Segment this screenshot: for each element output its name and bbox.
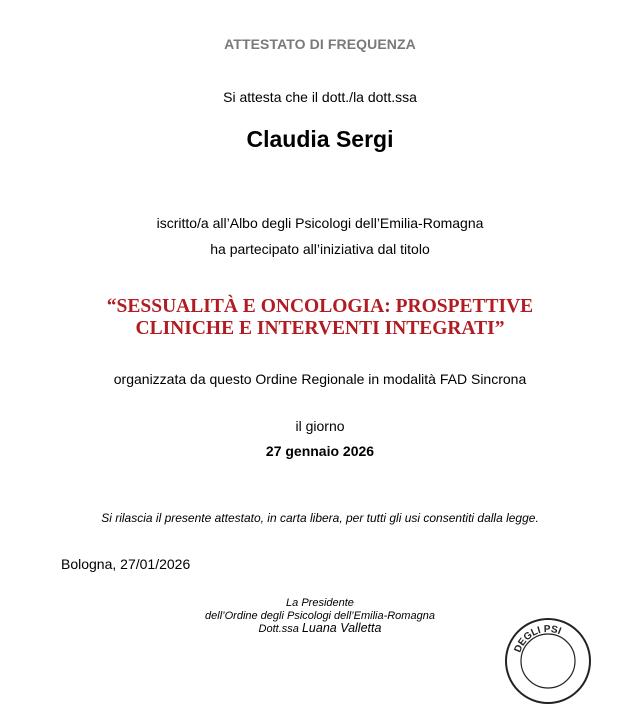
organizer-line: organizzata da questo Ordine Regionale in modalità FAD Sincrona (113, 371, 527, 387)
signature-title-prefix: Dott.ssa (258, 623, 299, 635)
place-date: Bologna, 27/01/2026 (61, 556, 191, 572)
intro-text: Si attesta che il dott./la dott.ssa (223, 89, 417, 105)
day-label: il giorno (295, 418, 345, 434)
signature-organization: dell’Ordine degli Psicologi dell’Emilia-Romagna (205, 609, 435, 622)
course-title-line-1: “SESSUALITÀ E ONCOLOGIA: PROSPETTIVE (106, 296, 534, 317)
recipient-name: Claudia Sergi (246, 126, 394, 152)
signature-name: Luana Valletta (301, 621, 382, 635)
legal-note: Si rilascia il presente attestato, in carta libera, per tutti gli usi consentiti dalla legge. (101, 511, 539, 525)
participation-line: ha partecipato all’iniziativa dal titolo (210, 241, 430, 257)
course-title (0, 296, 640, 340)
signature-role: La Presidente (286, 597, 354, 609)
registration-line: iscritto/a all’Albo degli Psicologi dell’Emilia-Romagna (156, 215, 484, 231)
certificate-header: ATTESTATO DI FREQUENZA (224, 36, 416, 52)
official-stamp-icon (503, 616, 593, 706)
event-date: 27 gennaio 2026 (265, 443, 375, 459)
stamp-text: DEGLI PSI (512, 623, 563, 655)
course-title-line-2: CLINICHE E INTERVENTI INTEGRATI” (135, 318, 505, 339)
